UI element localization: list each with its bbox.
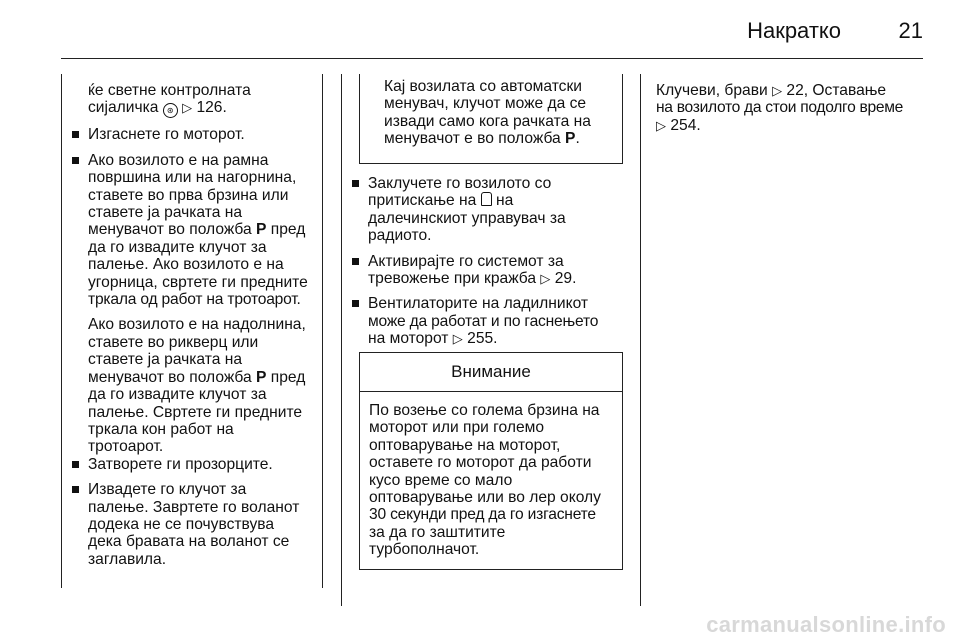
- page-ref: 29.: [554, 270, 577, 288]
- text-line: притискање на: [368, 192, 477, 210]
- text-line: менувач, клучот може да се: [384, 95, 587, 113]
- gear-position: P: [565, 130, 576, 148]
- list-item: [62, 481, 320, 568]
- text-line: Активирајте го системот за: [368, 252, 564, 270]
- bullet-icon: [352, 258, 359, 265]
- text-line: тротоарот.: [88, 438, 164, 456]
- text-line: може да работат и по гаснењето: [368, 312, 599, 330]
- text-line: ставете ја рачката на: [88, 351, 243, 369]
- page-ref: 126.: [196, 99, 227, 117]
- text-line: ставете ја рачката на: [88, 204, 243, 222]
- text-line: 30 секунди пред да го изгаснете: [369, 506, 596, 524]
- list-item: [342, 175, 632, 245]
- column-1: [62, 82, 320, 576]
- text-line: дека бравата на воланот се: [88, 533, 290, 551]
- text-line: Изгаснете го моторот.: [88, 126, 245, 144]
- warning-box: [359, 352, 623, 570]
- text-line: далечинскиот управувач за: [368, 209, 566, 227]
- bullet-icon: [352, 300, 359, 307]
- bullet-icon: [352, 180, 359, 187]
- warning-text: [360, 392, 622, 559]
- text-line: заглавила.: [88, 550, 167, 568]
- list-item: [62, 126, 320, 143]
- text-line: тревожење при кражба: [368, 270, 537, 288]
- text-line: површина или на нагорнина,: [88, 169, 297, 187]
- text-line: менувачот во положба: [88, 221, 252, 239]
- page-ref-arrow-icon: ▷: [656, 117, 666, 133]
- text-line: Клучеви, брави: [656, 82, 768, 99]
- text-line: оптоварување или во лер околу: [369, 489, 601, 507]
- page-title: Накратко: [747, 18, 841, 43]
- text-line: ќе светне контролната: [88, 82, 251, 99]
- text-line: палење. Ако возилото е на: [88, 256, 284, 274]
- text-line: за да го заштитите: [369, 523, 506, 541]
- text-line: пред: [266, 368, 306, 386]
- text-line: ставете во рикверц или: [88, 333, 259, 351]
- header-rule: [61, 58, 923, 59]
- gear-position: P: [256, 221, 267, 239]
- text-line: на возилото да стои подолго време: [656, 99, 904, 117]
- list-item: [342, 295, 632, 347]
- text-line: тркала кон работ на: [88, 420, 234, 438]
- page-ref: 22, Оставање: [786, 82, 887, 99]
- text-line: радиото.: [368, 227, 432, 245]
- text-line: да го извадите клучот за: [88, 386, 267, 404]
- page-number: 21: [898, 18, 923, 43]
- text-line: моторот или при големо: [369, 419, 545, 437]
- text-line: извади само кога рачката на: [384, 112, 591, 130]
- continued-paragraph: [62, 316, 320, 455]
- text-line: тркала од работ на тротоарот.: [88, 291, 301, 309]
- bullet-icon: [72, 131, 79, 138]
- text-line: додека не се почувствува: [88, 515, 275, 533]
- text-line: Вентилаторите на ладилникот: [368, 295, 589, 313]
- column-divider: [322, 74, 323, 588]
- text-line: оставете го моторот да работи: [369, 454, 592, 472]
- note-box: [359, 74, 623, 164]
- note-text: Кај возилата со автоматски менувач, клучот може да се извади само кога рачката на менувачот е во положба P.: [384, 78, 591, 148]
- lock-button-icon: [481, 192, 492, 206]
- text-line: оптоварување на моторот,: [369, 436, 561, 454]
- bullet-icon: [72, 461, 79, 468]
- page-ref: 255.: [467, 330, 498, 348]
- text-line: турбополначот.: [369, 541, 480, 559]
- bullet-icon: [72, 157, 79, 164]
- page-ref-arrow-icon: ▷: [540, 271, 551, 287]
- page-ref-arrow-icon: ▷: [452, 331, 463, 347]
- cross-reference-paragraph: [656, 82, 926, 134]
- warning-title: Внимание: [360, 353, 622, 392]
- text-line: менувачот е во положба: [384, 130, 561, 148]
- list-item: [62, 152, 320, 309]
- text-line: Кај возилата со автоматски: [384, 78, 582, 95]
- intro-paragraph: [62, 82, 320, 118]
- gear-position: P: [256, 368, 267, 386]
- text-line: Затворете ги прозорците.: [88, 455, 273, 473]
- page-ref: 254.: [670, 116, 701, 134]
- watermark: carmanualsonline.info: [706, 612, 946, 637]
- column-2-list: [342, 175, 632, 356]
- text-line: Ако возилото е на надолнина,: [88, 316, 306, 334]
- page-ref-arrow-icon: ▷: [182, 100, 193, 116]
- column-divider: [640, 74, 641, 606]
- text-line: да го извадите клучот за: [88, 238, 267, 256]
- text-line: палење. Свртете ги предните: [88, 403, 303, 421]
- text-line: Ако возилото е на рамна: [88, 151, 269, 169]
- text-line: Заклучете го возилото со: [368, 175, 552, 192]
- list-item: [342, 253, 632, 288]
- immobiliser-icon: ⊛: [163, 103, 178, 118]
- text-line: менувачот во положба: [88, 368, 252, 386]
- list-item: [62, 456, 320, 473]
- text-line: на моторот: [368, 330, 449, 348]
- page-ref-arrow-icon: ▷: [772, 83, 783, 98]
- text-line: угорница, свртете ги предните: [88, 273, 308, 291]
- text-line: на: [491, 192, 514, 210]
- text-line: ставете во прва брзина или: [88, 186, 289, 204]
- text-line: палење. Завртете го воланот: [88, 498, 300, 516]
- text-line: пред: [266, 221, 306, 239]
- column-3: [656, 82, 926, 134]
- text-line: Извадете го клучот за: [88, 481, 247, 499]
- text-line: сијаличка: [88, 99, 159, 117]
- text-line: кусо време со мало: [369, 471, 513, 489]
- text-line: По возење со голема брзина на: [369, 402, 600, 419]
- bullet-icon: [72, 486, 79, 493]
- page-header: [61, 14, 923, 48]
